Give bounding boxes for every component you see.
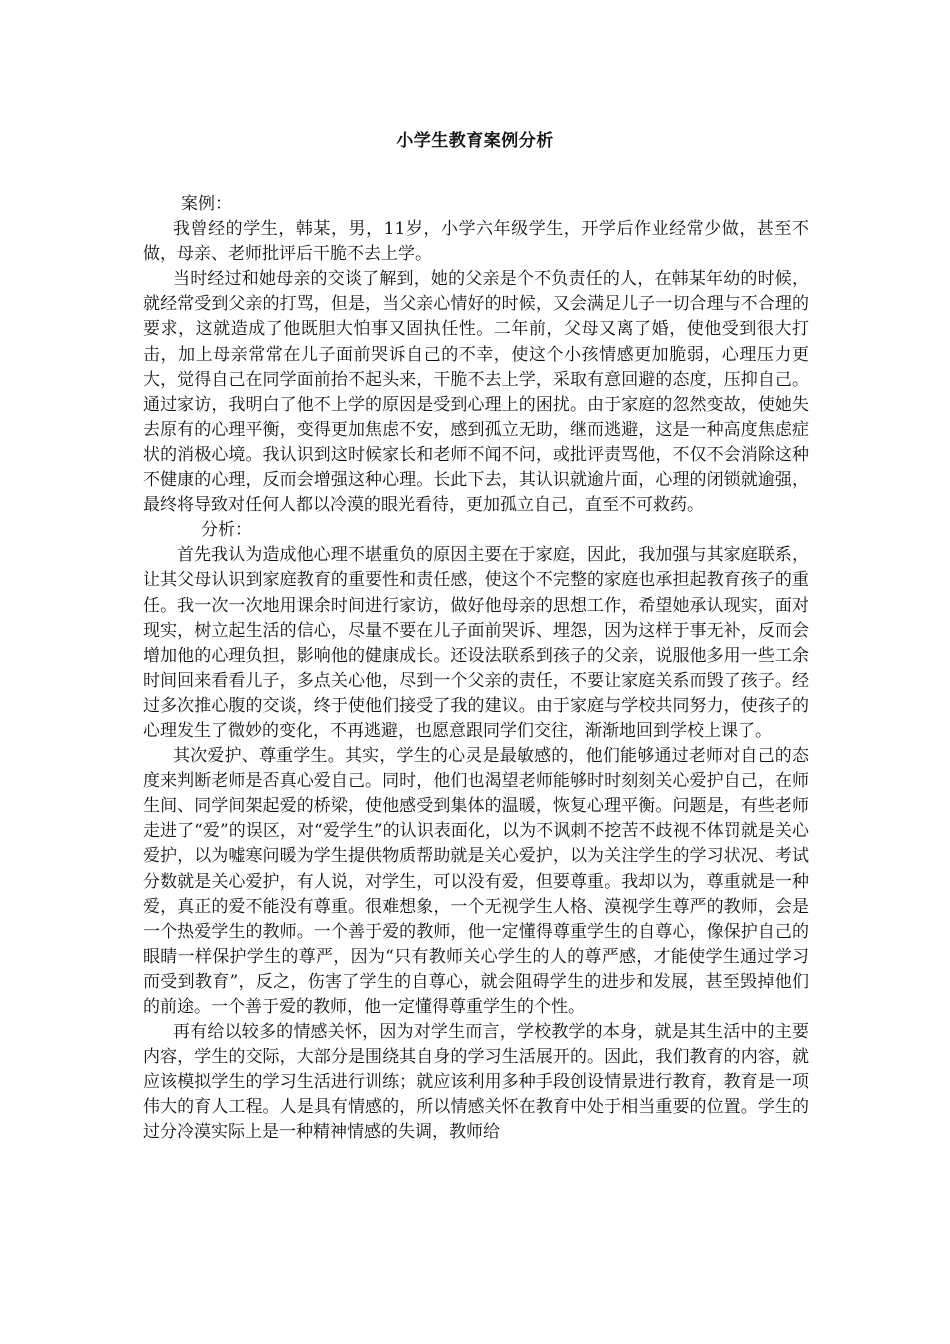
document-body xyxy=(143,192,809,1146)
document-title: 小学生教育案例分析 xyxy=(396,131,554,151)
analysis-paragraph-2: 其次爱护、尊重学生。其实，学生的心灵是最敏感的，他们能够通过老师对自己的态度来判断老师是否真心爱自己。同时，他们也渴望老师能够时时刻刻关心爱护自己，在师生间、同学间架起爱的桥梁，使他感受到集体的温暖，恢复心理平衡。问题是，有些老师走进了“爱”的误区，对“爱学生”的认识表面化，以为不讽刺不挖苦不歧视不体罚就是关心爱护，以为嘘寒问暖为学生提供物质帮助就是关心爱护，以为关注学生的学习状况、考试分数就是关心爱护，有人说，对学生，可以没有爱，但要尊重。我却以为，尊重就是一种爱，真正的爱不能没有尊重。很难想象，一个无视学生人格、漠视学生尊严的教师，会是一个热爱学生的教师。一个善于爱的教师，他一定懂得尊重学生的自尊心，像保护自己的眼睛一样保护学生的尊严，因为“只有教师关心学生的人的尊严感，才能使学生通过学习而受到教育”，反之，伤害了学生的自尊心，就会阻碍学生的进步和发展，甚至毁掉他们的前途。一个善于爱的教师，他一定懂得尊重学生的个性。 xyxy=(143,746,809,1017)
analysis-paragraph-3: 再有给以较多的情感关怀，因为对学生而言，学校教学的本身，就是其生活中的主要内容，学生的交际，大部分是围绕其自身的学习生活展开的。因此，我们教育的内容，就应该模拟学生的学习生活进行训练；就应该利用多种手段创设情景进行教育，教育是一项伟大的育人工程。人是具有情感的，所以情感关怀在教育中处于相当重要的位置。学生的过分冷漠实际上是一种精神情感的失调，教师给 xyxy=(143,1022,809,1143)
case-paragraph-1: 我曾经的学生，韩某，男，11岁，小学六年级学生，开学后作业经常少做，甚至不做，母亲、老师批评后干脆不去上学。 xyxy=(143,219,809,265)
case-label: 案例： xyxy=(181,194,232,214)
analysis-paragraph-1: 首先我认为造成他心理不堪重负的原因主要在于家庭，因此，我加强与其家庭联系，让其父母认识到家庭教育的重要性和责任感，使这个不完整的家庭也承担起教育孩子的重任。我一次一次地用课余时间进行家访，做好他母亲的思想工作，希望她承认现实，面对现实，树立起生活的信心，尽量不要在儿子面前哭诉、埋怨，因为这样于事无补，反而会增加他的心理负担，影响他的健康成长。还设法联系到孩子的父亲，说服他多用一些工余时间回来看看儿子，多点关心他，尽到一个父亲的责任，不要让家庭关系而毁了孩子。经过多次推心腹的交谈，终于使他们接受了我的建议。由于家庭与学校共同努力，使孩子的心理发生了微妙的变化，不再逃避，也愿意跟同学们交往，渐渐地回到学校上课了。 xyxy=(143,545,809,741)
analysis-label: 分析： xyxy=(201,520,252,541)
case-paragraph-2: 当时经过和她母亲的交谈了解到，她的父亲是个不负责任的人，在韩某年幼的时候，就经常受到父亲的打骂，但是，当父亲心情好的时候，又会满足儿子一切合理与不合理的要求，这就造成了他既胆大怕事又固执任性。二年前，父母又离了婚，使他受到很大打击，加上母亲常常在儿子面前哭诉自己的不幸，使这个小孩情感更加脆弱，心理压力更大，觉得自己在同学面前抬不起头来，干脆不去上学，采取有意回避的态度，压抑自己。通过家访，我明白了他不上学的原因是受到心理上的困扰。由于家庭的忽然变故，使她失去原有的心理平衡，变得更加焦虑不安，感到孤立无助，继而逃避，这是一种高度焦虑症状的消极心境。我认识到这时候家长和老师不闻不问，或批评责骂他，不仅不会消除这种不健康的心理，反而会增强这种心理。长此下去，其认识就逾片面，心理的闭锁就逾强，最终将导致对任何人都以冷漠的眼光看待，更加孤立自己，直至不可救药。 xyxy=(143,269,809,516)
